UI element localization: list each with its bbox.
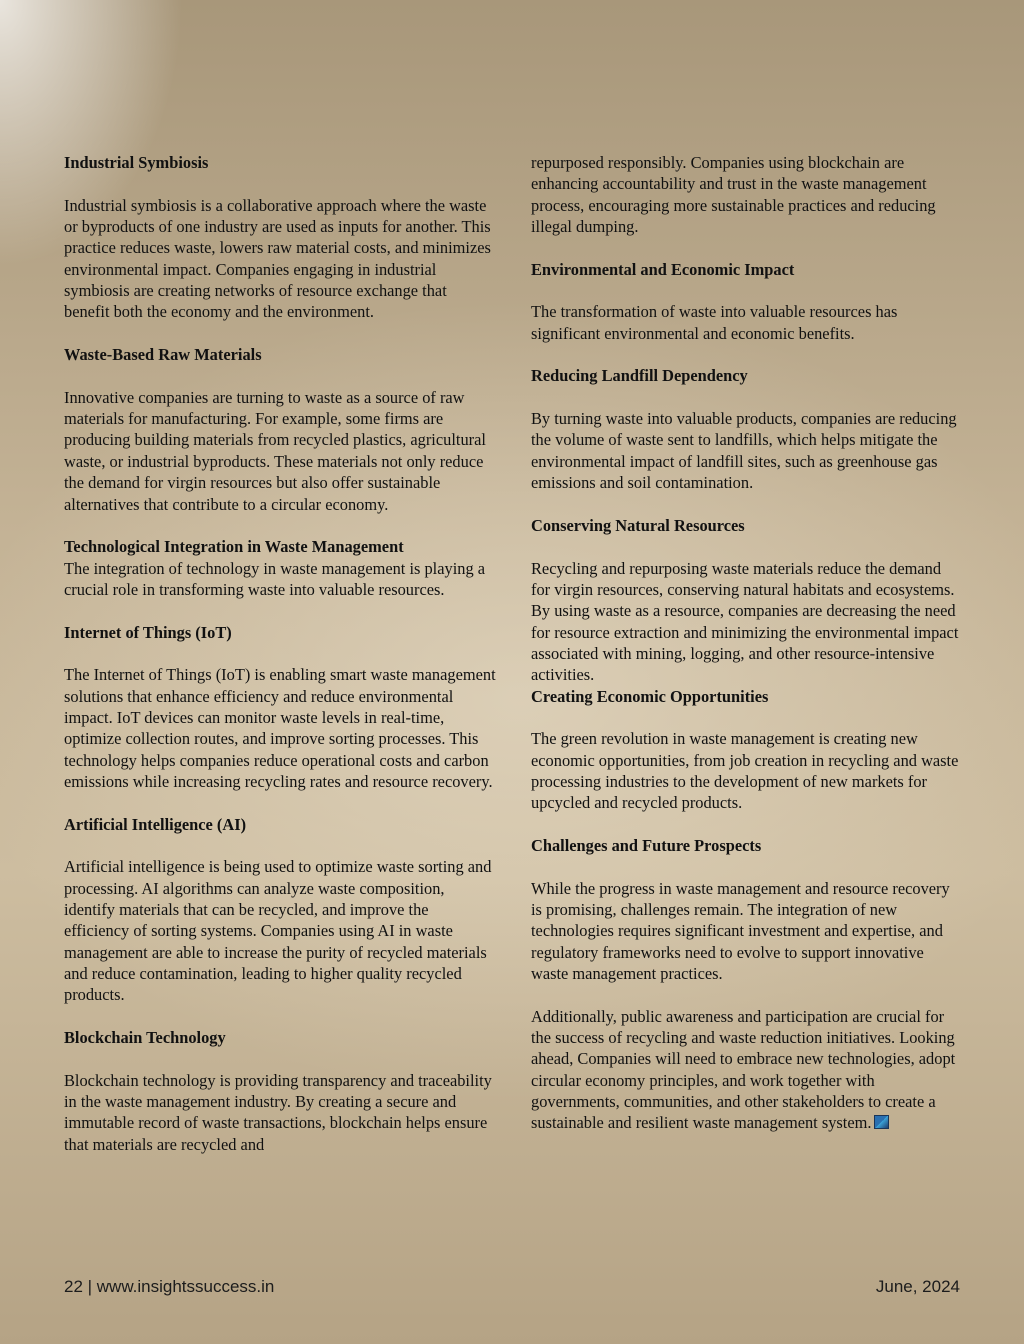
end-of-article-icon <box>874 1115 889 1129</box>
left-column <box>64 152 496 1155</box>
heading-reducing-landfill: Reducing Landfill Dependency <box>531 366 748 386</box>
paragraph-technological-integration: The integration of technology in waste management is playing a crucial role in transforming waste into valuable resources. <box>64 558 486 599</box>
heading-environmental-economic-impact: Environmental and Economic Impact <box>531 259 795 279</box>
paragraph-reducing-landfill: By turning waste into valuable products, companies are reducing the volume of waste sent to landfills, which helps mitigate the environmental impact of landfill sites, such as greenhouse gas emissions and soil contamination. <box>531 409 957 493</box>
paragraph-economic-opportunities: The green revolution in waste management is creating new economic opportunities, from job creation in recycling and waste processing industries to the development of new markets for upcycled and recycled products. <box>531 729 959 813</box>
footer-date: June, 2024 <box>875 1277 960 1296</box>
paragraph-blockchain-continued: repurposed responsibly. Companies using blockchain are enhancing accountability and trust in the waste management process, encouraging more sustainable practices and reducing illegal dumping. <box>531 153 936 237</box>
paragraph-conclusion-text: Additionally, public awareness and participation are crucial for the success of recycling and waste reduction initiatives. Looking ahead, Companies will need to embrace new technologies, adopt circular economy principles, and work together with governments, communities, and other stakeholders to create a sustainable and resilient waste management system. <box>531 1006 956 1133</box>
paragraph-industrial-symbiosis: Industrial symbiosis is a collaborative approach where the waste or byproducts of one industry are used as inputs for another. This practice reduces waste, lowers raw material costs, and minimizes environmental impact. Companies engaging in industrial symbiosis are creating networks of resource exchange that benefit both the economy and the environment. <box>64 195 491 322</box>
paragraph-waste-based-raw-materials: Innovative companies are turning to waste as a source of raw materials for manufacturing. For example, some firms are producing building materials from recycled plastics, agricultural waste, or industrial byproducts. These materials not only reduce the demand for virgin resources but also offer sustainable alternatives that contribute to a circular economy. <box>64 387 486 514</box>
paragraph-ai: Artificial intelligence is being used to optimize waste sorting and processing. AI algorithms can analyze waste composition, identify materials that can be recycled, and improve the efficiency of sorting systems. Companies using AI in waste management are able to increase the purity of recycled materials and reduce contamination, leading to higher quality recycled products. <box>64 857 492 1005</box>
paragraph-blockchain: Blockchain technology is providing transparency and traceability in the waste management industry. By creating a secure and immutable record of waste transactions, blockchain helps ensure that materials are recycled and <box>64 1070 492 1154</box>
paragraph-environmental-economic-impact: The transformation of waste into valuable resources has significant environmental and economic benefits. <box>531 302 898 343</box>
right-column <box>531 152 961 1134</box>
heading-challenges: Challenges and Future Prospects <box>531 836 762 855</box>
heading-waste-based-raw-materials: Waste-Based Raw Materials <box>64 345 262 365</box>
heading-ai: Artificial Intelligence (AI) <box>64 814 247 834</box>
heading-industrial-symbiosis: Industrial Symbiosis <box>64 153 209 172</box>
paragraph-conserving-resources: Recycling and repurposing waste materials reduce the demand for virgin resources, conserving natural habitats and ecosystems. By using waste as a resource, companies are decreasing the need for resource extraction and minimizing the environmental impact associated with mining, logging, and other resource-intensive activities. <box>531 558 959 685</box>
heading-economic-opportunities: Creating Economic Opportunities <box>531 686 769 706</box>
heading-conserving-resources: Conserving Natural Resources <box>531 515 745 535</box>
heading-blockchain: Blockchain Technology <box>64 1028 226 1048</box>
paragraph-challenges: While the progress in waste management and resource recovery is promising, challenges remain. The integration of new technologies requires significant investment and expertise, and regulatory frameworks need to evolve to support innovative waste management practices. <box>531 878 950 984</box>
heading-technological-integration: Technological Integration in Waste Management <box>64 537 404 557</box>
footer-page-number-url: 22 | www.insightssuccess.in <box>64 1277 275 1296</box>
paragraph-conclusion <box>531 1006 961 1134</box>
heading-iot: Internet of Things (IoT) <box>64 622 232 642</box>
paragraph-iot: The Internet of Things (IoT) is enabling smart waste management solutions that enhance efficiency and reduce environmental impact. IoT devices can monitor waste levels in real-time, optimize collection routes, and improve sorting processes. This technology helps companies reduce operational costs and carbon emissions while increasing recycling rates and resource recovery. <box>64 665 496 791</box>
